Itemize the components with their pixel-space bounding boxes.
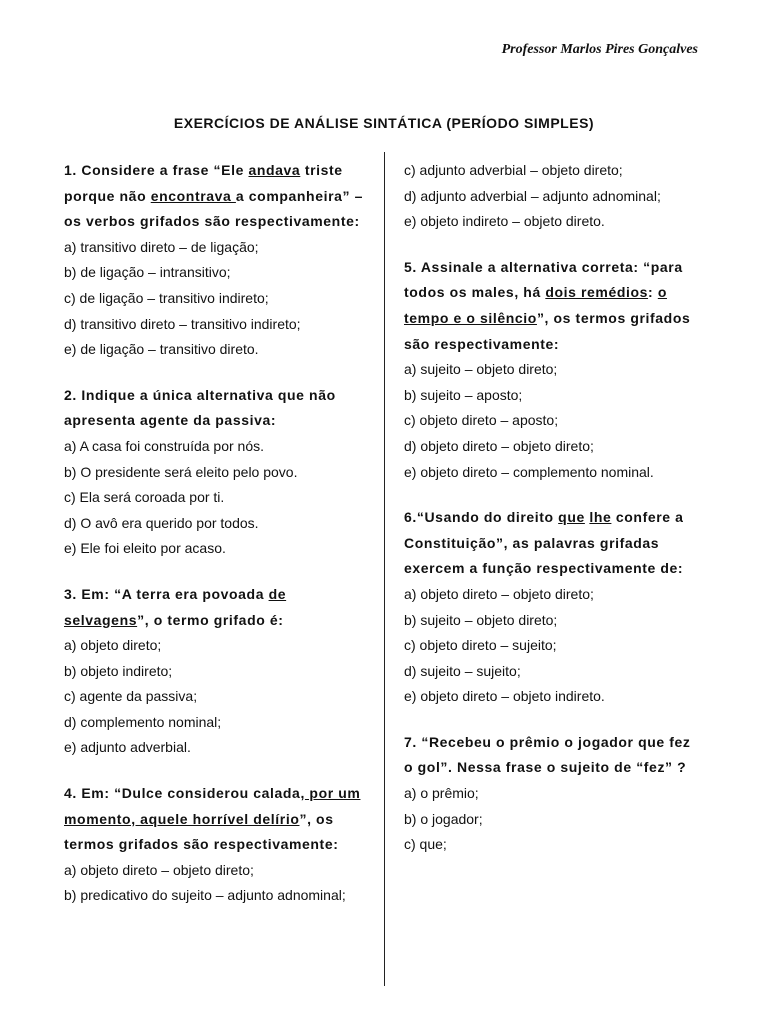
underlined-term: que	[558, 509, 585, 526]
option-item: d) objeto direto – objeto direto;	[404, 437, 594, 454]
option-item: b) o jogador;	[404, 810, 483, 827]
question-1	[64, 158, 364, 363]
underlined-term: encontrava	[150, 187, 236, 204]
question-7	[404, 730, 704, 858]
question-6	[404, 505, 704, 710]
column-divider	[384, 152, 385, 986]
option-item: c) de ligação – transitivo indireto;	[64, 289, 269, 306]
option-item: d) transitivo direto – transitivo indireto;	[64, 315, 301, 332]
option-item: c) agente da passiva;	[64, 688, 198, 705]
underlined-term: andava	[248, 162, 301, 178]
option-item: e) objeto indireto – objeto direto.	[404, 213, 605, 230]
option-item: d) adjunto adverbial – adjunto adnominal;	[404, 187, 661, 204]
option-item: b) de ligação – intransitivo;	[64, 264, 231, 281]
option-item: a) objeto direto;	[64, 637, 162, 654]
question-3-stem: 3. Em: “A terra era povoada de selvagens”, o termo grifado é:	[64, 585, 287, 628]
left-column	[64, 158, 364, 929]
option-item: a) sujeito – objeto direto;	[404, 361, 558, 378]
question-5	[404, 255, 704, 485]
option-item: b) objeto indireto;	[64, 662, 173, 679]
option-item: c) objeto direto – sujeito;	[404, 637, 557, 654]
option-item: c) que;	[404, 836, 447, 853]
option-item: c) objeto direto – aposto;	[404, 412, 559, 429]
option-item: b) sujeito – objeto direto;	[404, 611, 558, 628]
document-title: EXERCÍCIOS DE ANÁLISE SINTÁTICA (PERÍODO SIMPLES)	[173, 115, 595, 131]
underlined-term: de selvagens	[64, 585, 287, 628]
right-column	[404, 158, 704, 878]
option-item: a) transitivo direto – de ligação;	[64, 238, 259, 255]
option-item: b) sujeito – aposto;	[404, 386, 523, 403]
option-item: d) sujeito – sujeito;	[404, 662, 521, 679]
underlined-term: por um momento, aquele horrível delírio	[64, 785, 361, 827]
question-1-stem: 1. Considere a frase “Ele andava triste porque não encontrava a companheira” – os verbos grifados são respectivamente:	[64, 162, 363, 230]
question-5-stem: 5. Assinale a alternativa correta: “para todos os males, há dois remédios: o tempo e o silêncio”, os termos grifados são respectivamente:	[404, 258, 691, 352]
option-item: a) objeto direto – objeto direto;	[64, 861, 254, 878]
underlined-term: lhe	[589, 509, 612, 526]
underlined-term: dois remédios	[545, 284, 649, 301]
option-item: d) O avô era querido por todos.	[64, 514, 259, 531]
underlined-term: o tempo e o silêncio	[404, 284, 667, 326]
option-item: a) objeto direto – objeto direto;	[404, 585, 594, 602]
option-item: e) Ele foi eleito por acaso.	[64, 540, 226, 557]
question-2	[64, 383, 364, 562]
question-2-stem: 2. Indique a única alternativa que não apresenta agente da passiva:	[64, 386, 336, 429]
option-item: c) Ela será coroada por ti.	[64, 489, 225, 506]
option-item: c) adjunto adverbial – objeto direto;	[404, 162, 623, 178]
option-item: b) predicativo do sujeito – adjunto adnominal;	[64, 887, 346, 904]
question-7-stem: 7. “Recebeu o prêmio o jogador que fez o gol”. Nessa frase o sujeito de “fez” ?	[404, 733, 691, 776]
option-item: b) O presidente será eleito pelo povo.	[64, 463, 298, 480]
option-item: a) o prêmio;	[404, 785, 479, 802]
option-item: e) de ligação – transitivo direto.	[64, 341, 259, 358]
option-item: d) complemento nominal;	[64, 713, 222, 730]
question-4-stem: 4. Em: “Dulce considerou calada, por um momento, aquele horrível delírio”, os termos grifados são respectivamente:	[64, 785, 361, 853]
question-3	[64, 582, 364, 761]
question-6-stem: 6.“Usando do direito que lhe confere a Constituição”, as palavras grifadas exercem a função respectivamente de:	[404, 509, 684, 577]
question-4	[64, 781, 364, 909]
option-item: e) objeto direto – objeto indireto.	[404, 688, 605, 705]
author-name: Professor Marlos Pires Gonçalves	[501, 42, 698, 57]
option-item: a) A casa foi construída por nós.	[64, 437, 265, 454]
question-4-continued	[404, 158, 704, 235]
option-item: e) adjunto adverbial.	[64, 739, 191, 756]
option-item: e) objeto direto – complemento nominal.	[404, 463, 654, 480]
